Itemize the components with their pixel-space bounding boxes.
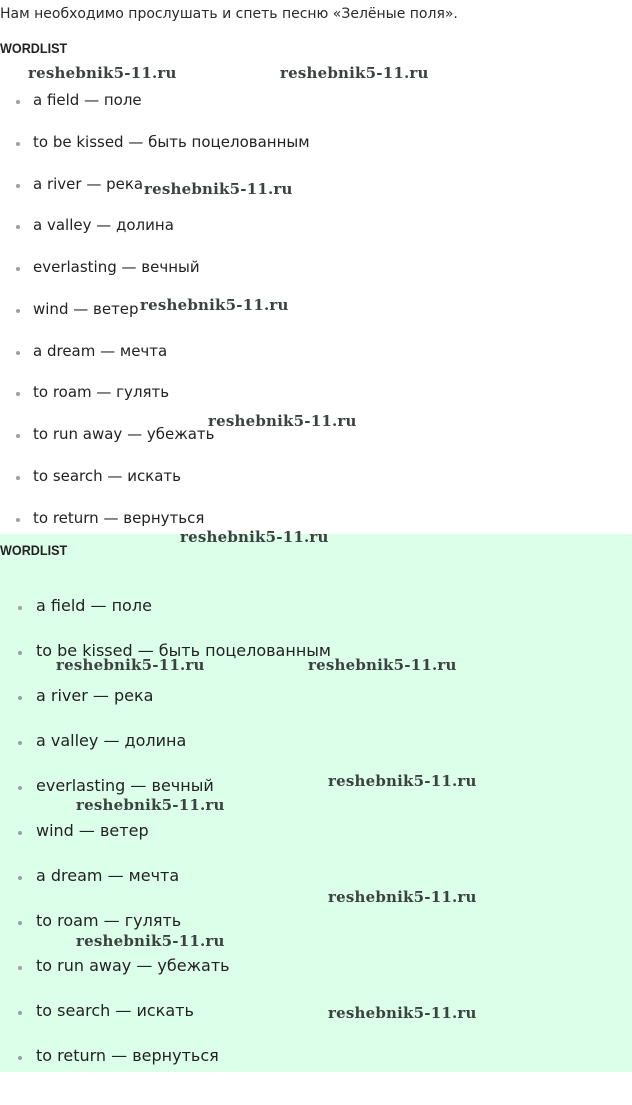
bullet-icon <box>18 1056 22 1060</box>
intro-text: Нам необходимо прослушать и спеть песню «Зелёные поля». <box>0 6 458 22</box>
bullet-icon <box>16 225 20 229</box>
bullet-icon <box>18 741 22 745</box>
bullet-icon <box>16 476 20 480</box>
bullet-icon <box>16 434 20 438</box>
bullet-icon <box>16 184 20 188</box>
bullet-icon <box>16 351 20 355</box>
bullet-icon <box>18 831 22 835</box>
highlighted-wordlist-section: WORDLIST a field — поле to be kissed — быть поцелованным a river — река a valley — долина everlasting — вечный wind — ветер a dream — мечта to roam — гулять to run away — убежать to search — искать to return — вернуться <box>0 534 632 1072</box>
watermark: reshebnik5-11.ru <box>144 180 293 198</box>
bullet-icon <box>18 696 22 700</box>
bullet-icon <box>18 606 22 610</box>
bullet-icon <box>18 921 22 925</box>
watermark: reshebnik5-11.ru <box>140 296 289 314</box>
bullet-icon <box>16 309 20 313</box>
watermark: reshebnik5-11.ru <box>76 932 225 950</box>
bullet-icon <box>18 786 22 790</box>
watermark: reshebnik5-11.ru <box>328 1004 477 1022</box>
watermark: reshebnik5-11.ru <box>208 412 357 430</box>
watermark: reshebnik5-11.ru <box>56 656 205 674</box>
bullet-icon <box>18 1011 22 1015</box>
wordlist-heading: WORDLIST <box>0 542 68 558</box>
bullet-icon <box>16 392 20 396</box>
bullet-icon <box>16 142 20 146</box>
wordlist-heading: WORDLIST <box>0 40 68 56</box>
bullet-icon <box>16 267 20 271</box>
watermark: reshebnik5-11.ru <box>28 64 177 82</box>
bullet-icon <box>16 100 20 104</box>
watermark: reshebnik5-11.ru <box>328 888 477 906</box>
watermark: reshebnik5-11.ru <box>76 796 225 814</box>
bullet-icon <box>18 651 22 655</box>
watermark: reshebnik5-11.ru <box>328 772 477 790</box>
bullet-icon <box>18 966 22 970</box>
bullet-icon <box>18 876 22 880</box>
bullet-icon <box>16 518 20 522</box>
watermark: reshebnik5-11.ru <box>308 656 457 674</box>
watermark: reshebnik5-11.ru <box>280 64 429 82</box>
watermark: reshebnik5-11.ru <box>180 528 329 546</box>
